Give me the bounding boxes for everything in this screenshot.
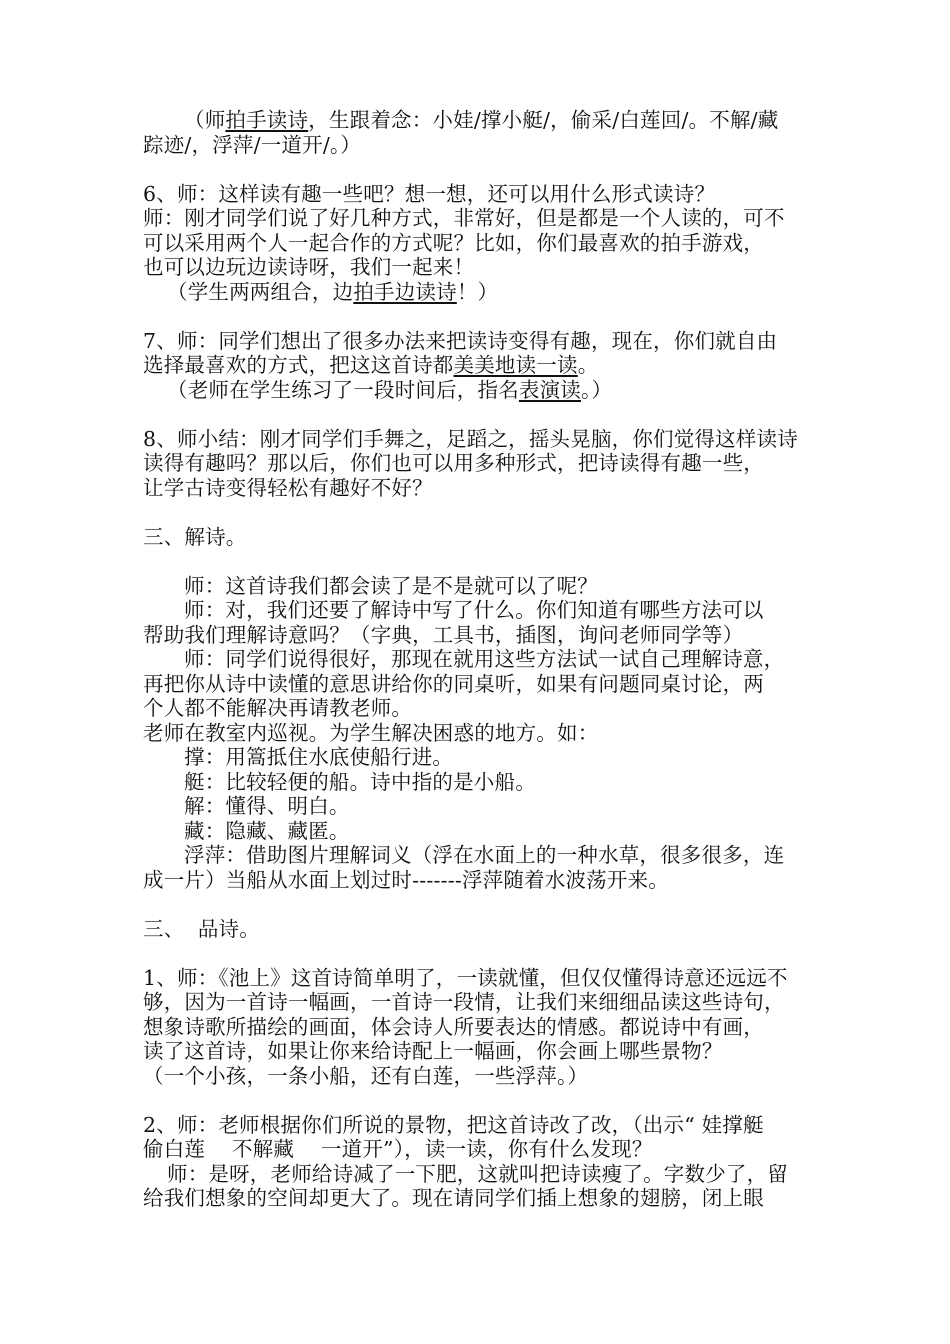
definition-line: 解：懂得、明白。 xyxy=(184,794,350,818)
text-line: 再把你从诗中读懂的意思讲给你的同桌听，如果有问题同桌讨论，两 xyxy=(143,671,764,696)
text-line: 给我们想象的空间却更大了。现在请同学们插上想象的翅膀，闭上眼 xyxy=(143,1186,764,1210)
text-line: 踪迹/，浮萍/一道开/。） xyxy=(143,132,362,157)
underlined-text: 拍手边读诗 xyxy=(353,279,457,304)
paragraph-clap-reading xyxy=(143,108,823,157)
text-segment: ！） xyxy=(456,279,499,304)
paragraph-1 xyxy=(143,966,823,1089)
text-line: 个人都不能解决再请教老师。 xyxy=(143,696,413,720)
text-segment: ，生跟着念：小娃/撑小艇/，偷采/白莲回/。不解/藏 xyxy=(308,108,779,132)
heading-text: 三、解诗。 xyxy=(143,524,247,549)
underlined-text: 拍手读诗 xyxy=(225,108,309,132)
text-line: 师：对，我们还要了解诗中写了什么。你们知道有哪些方法可以 xyxy=(184,598,764,622)
text-line: 让学古诗变得轻松有趣好不好？ xyxy=(143,475,433,500)
text-line: 帮助我们理解诗意吗？（字典，工具书，插图，询问老师同学等） xyxy=(143,622,744,647)
text-line: （一个小孩，一条小船，还有白莲，一些浮萍。） xyxy=(143,1063,589,1088)
text-line: 成一片）当船从水面上划过时-------浮萍随着水波荡开来。 xyxy=(143,867,669,892)
text-line: 师：这首诗我们都会读了是不是就可以了呢？ xyxy=(184,573,598,598)
text-line: 读了这首诗，如果让你来给诗配上一幅画，你会画上哪些景物？ xyxy=(143,1039,723,1063)
text-segment: 。 xyxy=(577,353,599,377)
text-line: 也可以边玩边读诗呀，我们一起来！ xyxy=(143,255,475,279)
document-page xyxy=(143,108,823,1211)
underlined-text: 美美地读一读 xyxy=(453,353,578,377)
heading-text: 三、 品诗。 xyxy=(143,916,260,941)
definition-line: 艇：比较轻便的船。诗中指的是小船。 xyxy=(184,769,536,794)
text-line: 师：刚才同学们说了好几种方式，非常好，但是都是一个人读的，可不 xyxy=(143,206,785,230)
text-line: 想象诗歌所描绘的画面，体会诗人所要表达的情感。都说诗中有画， xyxy=(143,1014,764,1039)
text-segment: 选择最喜欢的方式，把这这首诗都 xyxy=(143,353,454,377)
paragraph-7 xyxy=(143,329,823,403)
text-line: 8、师小结：刚才同学们手舞之，足蹈之，摇头晃脑，你们觉得这样读诗 xyxy=(143,426,798,451)
text-line: 师：同学们说得很好，那现在就用这些方法试一试自己理解诗意， xyxy=(184,647,785,671)
definition-line: 浮萍：借助图片理解词义（浮在水面上的一种水草，很多很多，连 xyxy=(184,843,785,867)
text-line: 偷白莲 不解藏 一道开”），读一读，你有什么发现？ xyxy=(143,1137,653,1161)
text-line: 够，因为一首诗一幅画，一首诗一段情，让我们来细细品读这些诗句， xyxy=(143,990,785,1014)
text-line: 2、师：老师根据你们所说的景物，把这首诗改了改，（出示“ 娃撑艇 xyxy=(143,1112,764,1137)
paragraph-explain-poem xyxy=(143,574,823,893)
text-line xyxy=(143,280,823,305)
paragraph-8 xyxy=(143,427,823,501)
text-segment: （老师在学生练习了一段时间后，指名 xyxy=(167,377,519,402)
text-segment: （学生两两组合，边 xyxy=(167,279,354,304)
section-heading xyxy=(143,525,823,550)
paragraph-2 xyxy=(143,1113,823,1211)
text-segment: 。） xyxy=(581,377,613,402)
text-line: 1、师：《池上》这首诗简单明了，一读就懂，但仅仅懂得诗意还远远不 xyxy=(143,965,788,990)
text-line: 老师在教室内巡视。为学生解决困惑的地方。如： xyxy=(143,720,599,745)
text-line: 师：是呀，老师给诗减了一下肥，这就叫把诗读瘦了。字数少了，留 xyxy=(167,1161,788,1186)
text-line xyxy=(143,353,823,378)
section-heading xyxy=(143,917,823,942)
text-line: 7、师：同学们想出了很多办法来把读诗变得有趣，现在，你们就自由 xyxy=(143,328,778,353)
underlined-text: 表演读 xyxy=(518,377,582,402)
text-line: 可以采用两个人一起合作的方式呢？比如，你们最喜欢的拍手游戏， xyxy=(143,230,764,255)
text-line: 6、师：这样读有趣一些吧？想一想，还可以用什么形式读诗？ xyxy=(143,181,716,206)
paragraph-6 xyxy=(143,182,823,305)
text-line xyxy=(143,378,823,403)
text-line: 读得有趣吗？那以后，你们也可以用多种形式，把诗读得有趣一些， xyxy=(143,451,764,475)
definition-line: 藏：隐藏、藏匿。 xyxy=(184,818,350,843)
definition-line: 撑：用篙抵住水底使船行进。 xyxy=(184,745,454,769)
text-line xyxy=(143,108,823,133)
text-segment: （师 xyxy=(184,108,226,132)
